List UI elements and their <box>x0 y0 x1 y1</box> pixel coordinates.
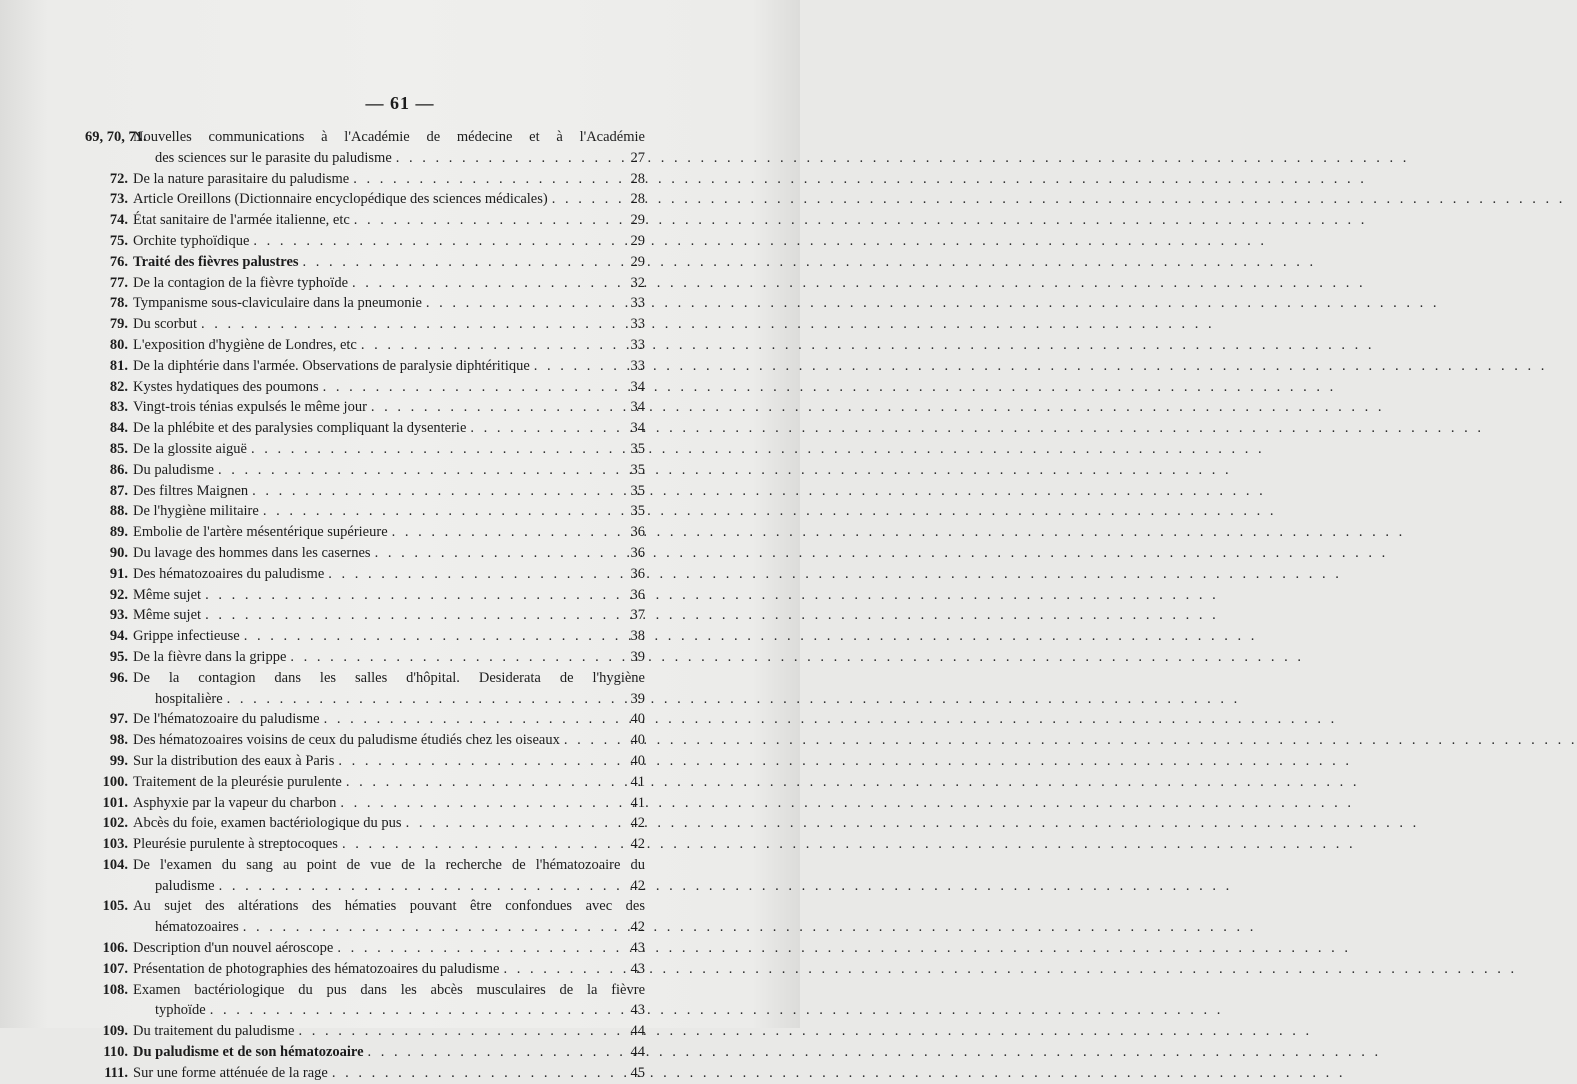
toc-entry <box>85 460 645 481</box>
dot-leader <box>206 1000 617 1021</box>
dot-leader <box>422 293 617 314</box>
toc-entry-line <box>85 481 645 502</box>
toc-entry <box>85 335 645 356</box>
toc-entry <box>85 356 645 377</box>
entry-title: Tympanisme sous-claviculaire dans la pneumonie <box>133 295 422 312</box>
entry-number: 69, 70, 71. <box>85 129 147 145</box>
entry-title: Des filtres Maignen <box>133 482 249 499</box>
entry-page-number: 32 <box>630 274 645 291</box>
toc-entry-line <box>85 917 645 938</box>
entry-number: 73. <box>109 191 128 208</box>
dot-leader <box>215 876 617 897</box>
entry-page-number: 34 <box>630 420 645 437</box>
toc-entry-line <box>85 793 645 814</box>
entry-title: Vingt-trois ténias expulsés le même jour <box>133 399 367 416</box>
toc-entry <box>85 481 645 502</box>
toc-entry-line <box>85 605 645 626</box>
entry-page-number: 41 <box>630 773 645 790</box>
entry-number: 106. <box>102 940 128 957</box>
toc-entry-line <box>85 397 645 418</box>
page-header: — 61 — <box>365 93 435 113</box>
entry-page-number: 43 <box>630 960 645 977</box>
entry-title: Examen bactériologique du pus dans les abcès musculaires de la fièvre <box>133 981 645 998</box>
toc-entry <box>85 127 645 169</box>
toc-entry-line <box>85 418 645 439</box>
toc-entry-line <box>85 959 645 980</box>
toc-entry-line <box>85 356 645 377</box>
dot-leader <box>319 377 617 398</box>
dot-leader <box>466 418 617 439</box>
dot-leader <box>201 605 617 626</box>
toc-entry-line <box>85 1021 645 1042</box>
entry-title: Embolie de l'artère mésentérique supérieure <box>133 524 388 541</box>
entry-number: 85. <box>109 440 128 457</box>
toc-entry-line <box>85 647 645 668</box>
entry-title: Article Oreillons (Dictionnaire encyclopédique des sciences médicales) <box>133 191 548 208</box>
toc-entry-line <box>85 231 645 252</box>
toc-entry <box>85 439 645 460</box>
entry-title: De l'examen du sang au point de vue de la recherche de l'hématozoaire du <box>133 856 645 873</box>
entry-number: 93. <box>109 607 128 624</box>
entry-title: Au sujet des altérations des hématies pouvant être confondues avec des <box>133 898 645 915</box>
entry-page-number: 44 <box>630 1023 645 1040</box>
entry-page-number: 37 <box>630 607 645 624</box>
toc-entry <box>85 397 645 418</box>
entry-number: 111. <box>104 1064 128 1081</box>
entry-title: Présentation de photographies des hématozoaires du paludisme <box>133 960 500 977</box>
toc-entry-line <box>85 834 645 855</box>
entry-page-number: 43 <box>630 1002 645 1019</box>
dot-leader <box>197 314 617 335</box>
entry-title: Traitement de la pleurésie purulente <box>133 773 342 790</box>
entry-page-number: 36 <box>630 544 645 561</box>
entry-title: De la diphtérie dans l'armée. Observations de paralysie diphtéritique <box>133 357 530 374</box>
dot-leader <box>294 1021 617 1042</box>
entry-title: Du paludisme et de son hématozoaire <box>133 1044 364 1061</box>
entry-page-number: 39 <box>630 690 645 707</box>
entry-number: 101. <box>102 794 128 811</box>
entry-page-number: 35 <box>630 482 645 499</box>
toc-entry-line <box>85 522 645 543</box>
entry-title: typhoïde <box>155 1002 206 1019</box>
toc-entry <box>85 793 645 814</box>
entry-page-number: 36 <box>630 524 645 541</box>
toc-entry <box>85 668 645 710</box>
toc-entry <box>85 896 645 938</box>
entry-page-number: 43 <box>630 940 645 957</box>
toc-entry-line <box>85 210 645 231</box>
dot-leader <box>299 252 617 273</box>
entry-number: 88. <box>109 503 128 520</box>
entry-title: Du traitement du paludisme <box>133 1023 295 1040</box>
entry-title: De la contagion dans les salles d'hôpital. Desiderata de l'hygiène <box>133 669 645 686</box>
toc-entry <box>85 605 645 626</box>
dot-leader <box>530 356 617 377</box>
toc-entry <box>85 959 645 980</box>
entry-page-number: 33 <box>630 295 645 312</box>
entry-page-number: 33 <box>630 357 645 374</box>
entry-number: 82. <box>109 378 128 395</box>
entry-page-number: 33 <box>630 316 645 333</box>
toc-entry-line <box>85 1042 645 1063</box>
entry-title: Du scorbut <box>133 316 198 333</box>
dot-leader <box>402 813 617 834</box>
entry-title: Du paludisme <box>133 461 214 478</box>
toc-entry <box>85 501 645 522</box>
toc-entry-line <box>85 127 645 148</box>
entry-number: 110. <box>103 1044 128 1061</box>
toc-entry-line <box>85 626 645 647</box>
dot-leader <box>499 959 617 980</box>
entry-title: État sanitaire de l'armée italienne, etc <box>133 212 350 229</box>
entry-number: 91. <box>109 565 128 582</box>
entry-title: paludisme <box>155 877 215 894</box>
entry-page-number: 28 <box>630 170 645 187</box>
entry-number: 100. <box>102 773 128 790</box>
entry-number: 96. <box>109 669 128 686</box>
entry-number: 83. <box>109 399 128 416</box>
toc-entry <box>85 938 645 959</box>
toc-entry-line <box>85 564 645 585</box>
toc-entry <box>85 564 645 585</box>
toc-entry-line <box>85 896 645 917</box>
toc-entry-line <box>85 1063 645 1084</box>
toc-entry <box>85 522 645 543</box>
toc-entry <box>85 813 645 834</box>
entry-title: Pleurésie purulente à streptocoques <box>133 836 338 853</box>
entry-title: De la nature parasitaire du paludisme <box>133 170 350 187</box>
dot-leader <box>249 231 617 252</box>
entry-number: 89. <box>109 524 128 541</box>
entry-number: 84. <box>109 420 128 437</box>
entry-title: Asphyxie par la vapeur du charbon <box>133 794 337 811</box>
toc-entry <box>85 626 645 647</box>
toc-entry <box>85 314 645 335</box>
dot-leader <box>320 709 617 730</box>
dot-leader <box>240 626 617 647</box>
toc-entry-line <box>85 148 645 169</box>
entry-title: hospitalière <box>155 690 223 707</box>
toc-entry-line <box>85 1000 645 1021</box>
dot-leader <box>201 585 617 606</box>
toc-entry-line <box>85 980 645 1001</box>
toc-entry <box>85 980 645 1022</box>
entry-number: 78. <box>109 295 128 312</box>
entry-number: 80. <box>109 336 128 353</box>
entry-title: Sur la distribution des eaux à Paris <box>133 752 335 769</box>
entry-page-number: 45 <box>630 1064 645 1081</box>
dot-leader <box>239 917 617 938</box>
toc-entry <box>85 855 645 897</box>
entry-title: L'exposition d'hygiène de Londres, etc <box>133 336 357 353</box>
dot-leader <box>328 1063 617 1084</box>
entry-page-number: 38 <box>630 628 645 645</box>
toc-entry-line <box>85 501 645 522</box>
dot-leader <box>248 481 617 502</box>
entry-title: De l'hygiène militaire <box>133 503 259 520</box>
entry-page-number: 41 <box>630 794 645 811</box>
dot-leader <box>367 397 617 418</box>
entry-page-number: 27 <box>630 149 645 166</box>
table-of-contents <box>85 127 645 1084</box>
dot-leader <box>247 439 617 460</box>
entry-number: 99. <box>109 752 128 769</box>
entry-page-number: 28 <box>630 191 645 208</box>
toc-entry-line <box>85 189 645 210</box>
entry-number: 102. <box>102 815 128 832</box>
toc-entry <box>85 418 645 439</box>
entry-title: De l'hématozoaire du paludisme <box>133 711 320 728</box>
toc-entry-line <box>85 439 645 460</box>
entry-title: Kystes hydatiques des poumons <box>133 378 319 395</box>
toc-entry-line <box>85 689 645 710</box>
toc-entry-line <box>85 460 645 481</box>
entry-number: 75. <box>109 232 128 249</box>
entry-title: hématozoaires <box>155 919 239 936</box>
dot-leader <box>338 834 617 855</box>
toc-entry <box>85 377 645 398</box>
entry-page-number: 42 <box>630 836 645 853</box>
entry-page-number: 42 <box>630 877 645 894</box>
toc-entry <box>85 543 645 564</box>
toc-entry <box>85 293 645 314</box>
entry-number: 105. <box>102 898 128 915</box>
entry-page-number: 36 <box>630 586 645 603</box>
dot-leader <box>364 1042 617 1063</box>
entry-number: 76. <box>109 253 128 270</box>
entry-title: De la contagion de la fièvre typhoïde <box>133 274 349 291</box>
dot-leader <box>348 273 617 294</box>
dot-leader <box>548 189 617 210</box>
entry-page-number: 36 <box>630 565 645 582</box>
entry-title: Des hématozoaires du paludisme <box>133 565 325 582</box>
entry-number: 77. <box>109 274 128 291</box>
entry-page-number: 29 <box>630 232 645 249</box>
entry-page-number: 29 <box>630 253 645 270</box>
toc-entry <box>85 189 645 210</box>
entry-title: De la glossite aiguë <box>133 440 247 457</box>
entry-number: 108. <box>102 981 128 998</box>
entry-number: 107. <box>102 960 128 977</box>
dot-leader <box>388 522 617 543</box>
entry-number: 72. <box>109 170 128 187</box>
toc-entry-line <box>85 751 645 772</box>
entry-title: Description d'un nouvel aéroscope <box>133 940 334 957</box>
entry-number: 86. <box>109 461 128 478</box>
toc-entry <box>85 1021 645 1042</box>
toc-entry <box>85 730 645 751</box>
toc-entry-line <box>85 709 645 730</box>
entry-title: Abcès du foie, examen bactériologique du pus <box>133 815 402 832</box>
entry-page-number: 39 <box>630 648 645 665</box>
toc-entry-line <box>85 543 645 564</box>
dot-leader <box>350 210 617 231</box>
entry-page-number: 40 <box>630 752 645 769</box>
entry-number: 97. <box>109 711 128 728</box>
entry-number: 79. <box>109 316 128 333</box>
entry-page-number: 29 <box>630 212 645 229</box>
entry-title: Grippe infectieuse <box>133 628 240 645</box>
entry-number: 103. <box>102 836 128 853</box>
dot-leader <box>336 793 617 814</box>
entry-page-number: 40 <box>630 732 645 749</box>
entry-number: 81. <box>109 357 128 374</box>
entry-number: 94. <box>109 628 128 645</box>
toc-entry-line <box>85 377 645 398</box>
entry-number: 74. <box>109 212 128 229</box>
dot-leader <box>223 689 617 710</box>
toc-entry <box>85 834 645 855</box>
toc-entry-line <box>85 273 645 294</box>
toc-entry-line <box>85 855 645 876</box>
toc-entry-line <box>85 293 645 314</box>
entry-page-number: 34 <box>630 399 645 416</box>
toc-entry-line <box>85 772 645 793</box>
entry-title: Orchite typhoïdique <box>133 232 250 249</box>
dot-leader <box>214 460 617 481</box>
entry-page-number: 33 <box>630 336 645 353</box>
entry-page-number: 42 <box>630 815 645 832</box>
entry-title: Même sujet <box>133 607 202 624</box>
dot-leader <box>286 647 617 668</box>
toc-entry <box>85 647 645 668</box>
toc-entry <box>85 1063 645 1084</box>
entry-title: Nouvelles communications à l'Académie de médecine et à l'Académie <box>133 129 645 145</box>
toc-entry-line <box>85 668 645 689</box>
toc-entry-line <box>85 938 645 959</box>
dot-leader <box>333 938 617 959</box>
entry-number: 98. <box>109 732 128 749</box>
dot-leader <box>357 335 617 356</box>
entry-page-number: 35 <box>630 440 645 457</box>
dot-leader <box>259 501 617 522</box>
toc-entry <box>85 585 645 606</box>
entry-page-number: 35 <box>630 503 645 520</box>
toc-entry <box>85 231 645 252</box>
entry-title: De la phlébite et des paralysies compliquant la dysenterie <box>133 420 467 437</box>
dot-leader <box>371 543 617 564</box>
toc-entry-line <box>85 876 645 897</box>
dot-leader <box>349 169 617 190</box>
entry-title: Sur une forme atténuée de la rage <box>133 1064 328 1081</box>
toc-entry-line <box>85 314 645 335</box>
entry-title: Du lavage des hommes dans les casernes <box>133 544 371 561</box>
toc-entry-line <box>85 585 645 606</box>
entry-title: Traité des fièvres palustres <box>133 253 299 270</box>
entry-title: Des hématozoaires voisins de ceux du paludisme étudiés chez les oiseaux <box>133 732 560 749</box>
toc-entry <box>85 169 645 190</box>
toc-entry <box>85 709 645 730</box>
toc-entry <box>85 252 645 273</box>
toc-entry <box>85 751 645 772</box>
toc-entry <box>85 1042 645 1063</box>
entry-title: De la fièvre dans la grippe <box>133 648 287 665</box>
entry-number: 95. <box>109 648 128 665</box>
dot-leader <box>392 148 617 169</box>
dot-leader <box>560 730 617 751</box>
entry-page-number: 42 <box>630 919 645 936</box>
toc-entry <box>85 210 645 231</box>
toc-entry <box>85 772 645 793</box>
entry-page-number: 40 <box>630 711 645 728</box>
toc-entry-line <box>85 169 645 190</box>
dot-leader <box>342 772 617 793</box>
toc-entry <box>85 273 645 294</box>
entry-number: 90. <box>109 544 128 561</box>
entry-page-number: 34 <box>630 378 645 395</box>
entry-title: Même sujet <box>133 586 202 603</box>
entry-page-number: 44 <box>630 1044 645 1061</box>
entry-number: 109. <box>102 1023 128 1040</box>
entry-title: des sciences sur le parasite du paludisme <box>155 149 392 166</box>
entry-number: 92. <box>109 586 128 603</box>
toc-entry-line <box>85 730 645 751</box>
dot-leader <box>334 751 617 772</box>
entry-number: 104. <box>102 856 128 873</box>
dot-leader <box>324 564 617 585</box>
entry-number: 87. <box>109 482 128 499</box>
toc-entry-line <box>85 252 645 273</box>
entry-page-number: 35 <box>630 461 645 478</box>
toc-entry-line <box>85 813 645 834</box>
toc-entry-line <box>85 335 645 356</box>
